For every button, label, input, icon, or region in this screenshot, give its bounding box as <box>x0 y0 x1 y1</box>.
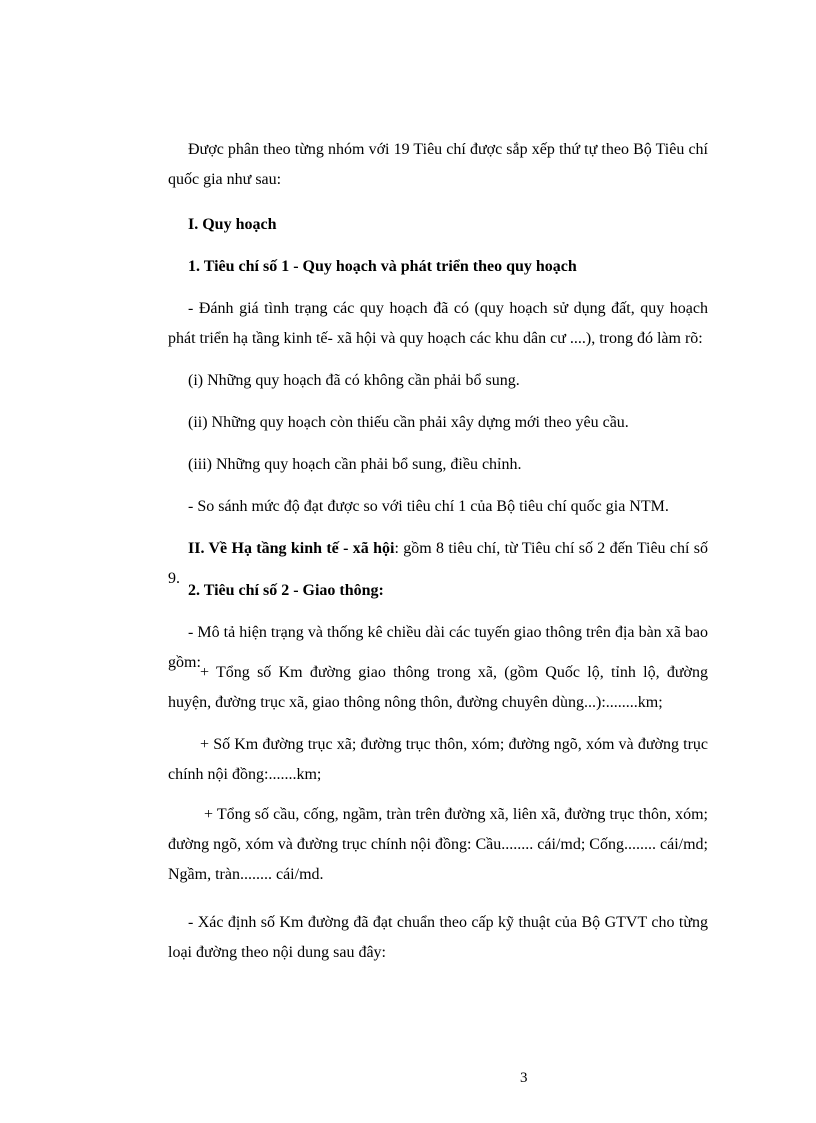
intro-paragraph: Được phân theo từng nhóm với 19 Tiêu chí được sắp xếp thứ tự theo Bộ Tiêu chí quốc gia như sau: <box>168 141 708 188</box>
planning-item-iii: (iii) Những quy hoạch cần phải bổ sung, điều chỉnh. <box>188 456 522 473</box>
criterion-2-describe-paragraph: - Mô tả hiện trạng và thống kê chiều dài các tuyến giao thông trên địa bàn xã bao gồm: <box>168 624 708 671</box>
page-number: 3 <box>520 1070 528 1086</box>
bullet-axis-km: + Số Km đường trục xã; đường trục thôn, xóm; đường ngõ, xóm và đường trục chính nội đồng:.......km; <box>168 736 708 783</box>
criterion-1-compare-paragraph: - So sánh mức độ đạt được so với tiêu chí 1 của Bộ tiêu chí quốc gia NTM. <box>188 498 669 515</box>
section-1-heading: I. Quy hoạch <box>188 216 277 233</box>
criterion-1-assess-paragraph: - Đánh giá tình trạng các quy hoạch đã có (quy hoạch sử dụng đất, quy hoạch phát triển hạ tầng kinh tế- xã hội và quy hoạch các khu dân cư ....), trong đó làm rõ: <box>168 300 708 347</box>
criterion-1-heading: 1. Tiêu chí số 1 - Quy hoạch và phát triển theo quy hoạch <box>188 258 577 275</box>
criterion-2-heading: 2. Tiêu chí số 2 - Giao thông: <box>188 582 384 599</box>
section-2-heading-bold: II. Về Hạ tầng kinh tế - xã hội <box>188 540 395 557</box>
planning-item-ii: (ii) Những quy hoạch còn thiếu cần phải xây dựng mới theo yêu cầu. <box>188 414 629 431</box>
bullet-bridges: + Tổng số cầu, cống, ngầm, tràn trên đường xã, liên xã, đường trục thôn, xóm; đường ngõ, xóm và đường trục chính nội đồng: Cầu........ cái/md; Cống........ cái/md; Ngầm, tràn........ cái/md. <box>168 806 708 883</box>
section-2-heading-rest: : gồm 8 tiêu chí, từ Tiêu chí số 2 đến Tiêu chí số 9. <box>168 540 708 587</box>
planning-item-i: (i) Những quy hoạch đã có không cần phải bổ sung. <box>188 372 520 389</box>
criterion-2-standard-paragraph: - Xác định số Km đường đã đạt chuẩn theo cấp kỹ thuật của Bộ GTVT cho từng loại đường theo nội dung sau đây: <box>168 914 708 961</box>
bullet-total-km: + Tổng số Km đường giao thông trong xã, (gồm Quốc lộ, tỉnh lộ, đường huyện, đường trục xã, giao thông nông thôn, đường chuyên dùng...):........km; <box>168 664 708 711</box>
